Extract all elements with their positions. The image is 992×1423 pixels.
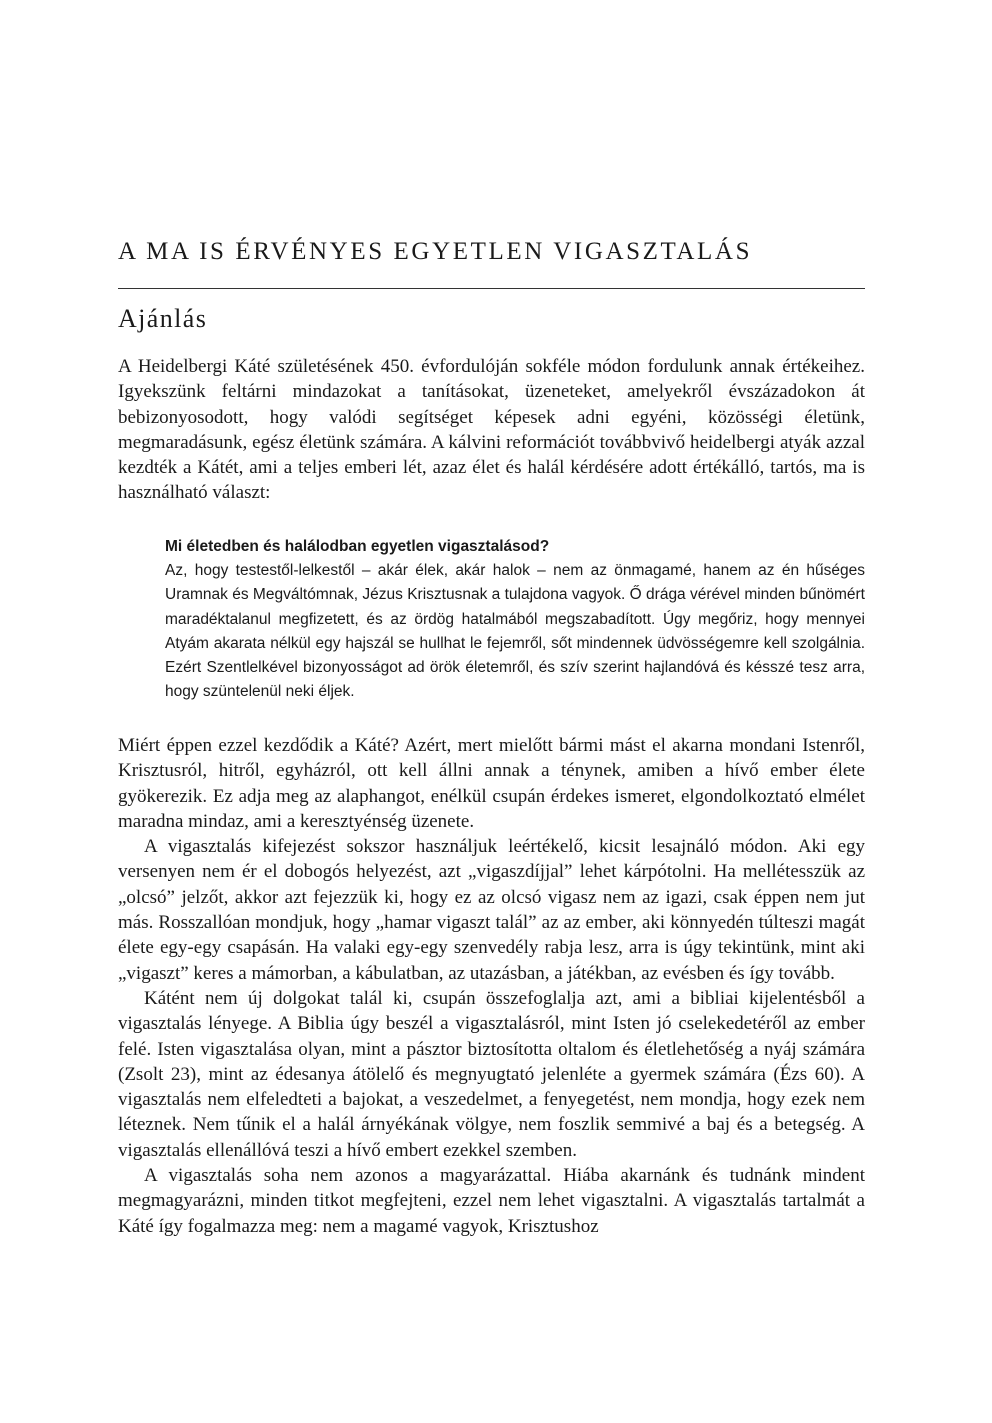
section-title: Ajánlás bbox=[118, 304, 208, 333]
main-text bbox=[118, 733, 865, 1239]
quote-question: Mi életedben és halálodban egyetlen vigasztalásod? bbox=[165, 538, 550, 555]
catechism-quote bbox=[165, 535, 865, 705]
quote-answer: Az, hogy testestől-lelkestől – akár élek, akár halok – nem az önmagamé, hanem az én hűséges Uramnak és Megváltómnak, Jézus Krisztusnak a tulajdona vagyok. Ő drága vérével minden bűnömért maradéktalanul megfizetett, és az ördög hatalmából megszabadított. Úgy megőriz, hogy mennyei Atyám akarata nélkül egy hajszál se hullhat le fejemről, sőt mindennek üdvösségemre kell szolgálnia. Ezért Szentlelkével bizonyosságot ad örök életemről, és szív szerint hajlandóvá és késszé tesz arra, hogy szüntelenül neki éljek. bbox=[165, 562, 865, 701]
body-paragraph: A vigasztalás soha nem azonos a magyarázattal. Hiába akarnánk és tudnánk mindent megmagyarázni, minden titkot megfejteni, ezzel nem lehet vigasztalni. A vigasztalás tartalmát a Káté így fogalmazza meg: nem a magamé vagyok, Krisztushoz bbox=[118, 1165, 865, 1237]
chapter-title: A MA IS ÉRVÉNYES EGYETLEN VIGASZTALÁS bbox=[118, 238, 753, 265]
intro-section bbox=[118, 354, 865, 506]
body-paragraph: Kátént nem új dolgokat talál ki, csupán összefoglalja azt, ami a bibliai kijelentésből a vigasztalás lényege. A Biblia úgy beszél a vigasztalásról, mint Isten jó cselekedetéről az ember felé. Isten vigasztalása olyan, mint a pásztor biztosította oltalom és életlehetőség a nyáj számára (Zsolt 23), mint az édesanya átölelő és megnyugtató jelenléte a gyermek számára (Ézs 60). A vigasztalás nem elfeledteti a bajokat, a veszedelmet, a fenyegetést, nem mondja, hogy ezek nem léteznek. Nem tűnik el a halál árnyékának völgye, nem foszlik semmivé a baj és a betegség. A vigasztalás ellenállóvá teszi a hívő embert ezekkel szemben. bbox=[118, 987, 865, 1161]
body-paragraph: Miért éppen ezzel kezdődik a Káté? Azért, mert mielőtt bármi mást el akarna mondani Istenről, Krisztusról, hitről, egyházról, ott kell állni annak a ténynek, amiben a hívő ember élete gyökerezik. Ez adja meg az alaphangot, enélkül csupán érdekes ismeret, elgondolkoztató elmélet maradna mindaz, ami a keresztyénség üzenete. bbox=[118, 735, 865, 832]
intro-paragraph: A Heidelbergi Káté születésének 450. évfordulóján sokféle módon fordulunk annak értékeihez. Igyekszünk feltárni mindazokat a tanításokat, üzeneteket, amelyekről évszázadokon át bebizonyosodott, hogy valódi segítséget képesek adni egyéni, közösségi életünk, megmaradásunk, egész életünk számára. A kálvini reformációt továbbvivő heidelbergi atyák azzal kezdték a Kátét, ami a teljes emberi lét, azaz élet és halál kérdésére adott értékálló, tartós, ma is használható választ: bbox=[118, 356, 865, 504]
title-divider bbox=[118, 288, 865, 289]
body-paragraph: A vigasztalás kifejezést sokszor használjuk leértékelő, kicsit lesajnáló módon. Aki egy versenyen nem ér el dobogós helyezést, azt „vigaszdíjjal” lehet kárpótolni. Ha mellétesszük az „olcsó” jelzőt, akkor azt fejezzük ki, hogy ez az olcsó vigasz nem az igazi, csak éppen nem jut más. Rosszallóan mondjuk, hogy „hamar vigaszt talál” az az ember, aki könnyedén túlteszi magát élete egy-egy csapásán. Ha valaki egy-egy szenvedély rabja lesz, arra is úgy tekintünk, mint aki „vigaszt” keres a mámorban, a kábulatban, az utazásban, a játékban, az evésben és így tovább. bbox=[118, 836, 865, 984]
